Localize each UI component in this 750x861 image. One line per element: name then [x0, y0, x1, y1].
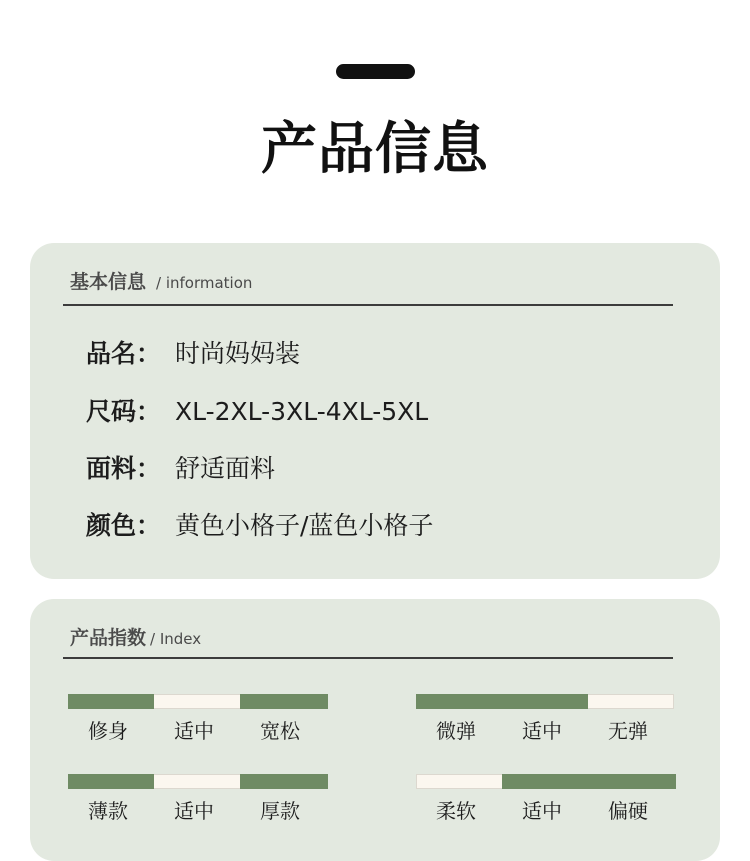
scale-label-middle: 适中: [174, 799, 214, 823]
scale-segment-filled: [240, 774, 328, 789]
scale-labels: [68, 795, 326, 825]
info-row-fabric: [86, 452, 275, 486]
info-label: 颜色：: [86, 511, 162, 540]
scale-label-left: 柔软: [436, 799, 476, 823]
info-row-name: [86, 337, 300, 371]
info-label: 品名：: [86, 339, 162, 368]
scale-segment-filled: [416, 694, 502, 709]
section-header: [70, 267, 252, 294]
scale-bar: [416, 694, 674, 709]
scale-label-middle: 适中: [522, 799, 562, 823]
info-value: 舒适面料: [175, 454, 276, 483]
basic-info-card: [30, 243, 720, 579]
scale-label-left: 薄款: [88, 799, 128, 823]
scale-segment-filled: [240, 694, 328, 709]
scale-label-right: 厚款: [260, 799, 300, 823]
scale-label-right: 无弹: [608, 719, 648, 743]
scale-label-right: 偏硬: [608, 799, 648, 823]
scale-labels: [68, 715, 326, 745]
scale-label-left: 修身: [88, 719, 128, 743]
scale-segment-filled: [502, 774, 588, 789]
info-row-size: [86, 395, 428, 429]
section-header: [70, 623, 201, 650]
info-label: 尺码：: [86, 397, 162, 426]
section-divider: [63, 304, 673, 306]
scale-segment-filled: [68, 774, 154, 789]
info-value: XL-2XL-3XL-4XL-5XL: [175, 397, 429, 426]
scale-bar: [68, 774, 326, 789]
fit-scale: [68, 694, 326, 745]
scale-label-right: 宽松: [260, 719, 300, 743]
section-divider: [63, 657, 673, 659]
scale-labels: [416, 715, 674, 745]
section-title: 基本信息: [70, 271, 147, 293]
softness-scale: [416, 774, 674, 825]
page-title: 产品信息: [261, 117, 489, 182]
info-row-color: [86, 509, 433, 543]
scale-bar: [68, 694, 326, 709]
scale-label-middle: 适中: [174, 719, 214, 743]
info-value: 时尚妈妈装: [175, 339, 301, 368]
title-decoration-bar: [336, 64, 415, 79]
section-subtitle: / Index: [150, 630, 202, 648]
scale-label-middle: 适中: [522, 719, 562, 743]
scale-label-left: 微弹: [436, 719, 476, 743]
elasticity-scale: [416, 694, 674, 745]
scale-segment-filled: [502, 694, 588, 709]
scale-segment-filled: [588, 774, 676, 789]
product-index-card: [30, 599, 720, 861]
section-title: 产品指数: [70, 627, 147, 649]
thickness-scale: [68, 774, 326, 825]
scale-bar: [416, 774, 674, 789]
scale-segment-filled: [68, 694, 154, 709]
scale-labels: [416, 795, 674, 825]
section-subtitle: / information: [156, 274, 253, 292]
info-value: 黄色小格子/蓝色小格子: [175, 511, 434, 540]
info-label: 面料：: [86, 454, 162, 483]
